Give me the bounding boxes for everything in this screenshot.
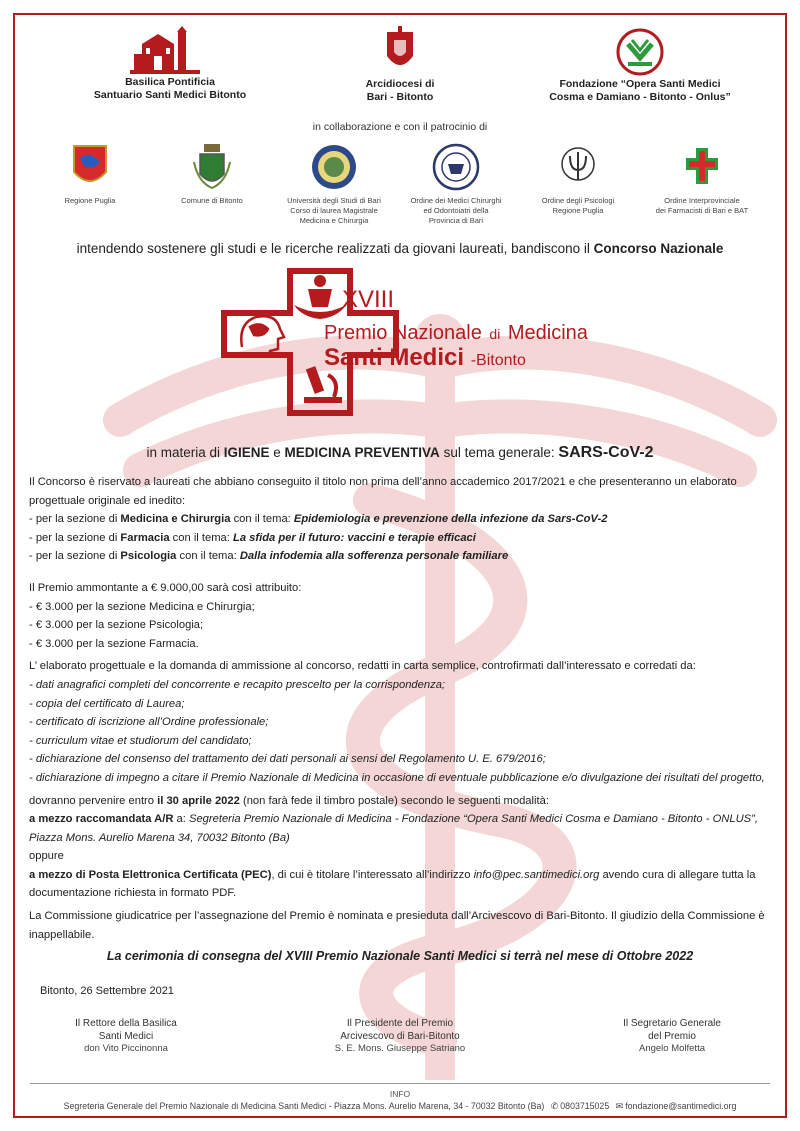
document-item: - certificato di iscrizione all’Ordine professionale;	[29, 716, 269, 729]
pec-method	[29, 866, 773, 903]
signature-name: Angelo Molfetta	[638, 1043, 705, 1054]
patron-regione-puglia	[30, 142, 150, 206]
subject-line	[0, 444, 800, 462]
email-icon: ✉	[615, 1101, 624, 1111]
organizer-name: Santuario Santi Medici Bitonto	[93, 89, 247, 101]
section-item	[29, 510, 773, 529]
footer-info	[0, 1101, 800, 1112]
psychologists-order-icon	[558, 142, 598, 192]
subject-post: sul tema generale:	[439, 445, 559, 460]
comune-bitonto-crest-icon	[190, 142, 234, 192]
section-item	[29, 547, 773, 566]
prize-amount: Il Premio ammontante a € 9.000,00 sarà così attribuito:	[29, 581, 302, 594]
people-icon	[294, 275, 346, 319]
prize-title-line2	[324, 344, 526, 371]
oppure: oppure	[29, 850, 64, 863]
section-pre: - per la sezione di	[29, 531, 121, 544]
organizer-name: Fondazione “Opera Santi Medici	[559, 78, 721, 90]
patron-name: Ordine degli Psicologi	[541, 196, 615, 205]
head-profile-icon	[241, 316, 284, 357]
organizers	[60, 26, 740, 116]
patron-name: Regione Puglia	[552, 206, 604, 215]
phone-icon: ✆	[550, 1101, 559, 1111]
pec-email: info@pec.santimedici.org	[473, 868, 600, 881]
section-theme: La sfida per il futuro: vaccini e terapie efficaci	[232, 531, 476, 544]
regione-puglia-crest-icon	[70, 142, 110, 192]
prize-title-part: Santi Medici	[324, 344, 465, 371]
archdiocese-crest-icon	[385, 26, 415, 78]
basilica-icon	[130, 26, 210, 76]
subject-mid: e	[269, 445, 285, 460]
organizer-basilica	[60, 26, 280, 102]
prize-logo	[220, 267, 600, 417]
mail-address: Segreteria Premio Nazionale di Medicina - Fondazione “Opera Santi Medici Cosma e Damiano - Bitonto - ONLUS”, Piazza Mons. Aurelio Marena 34, 70032 Bitonto (Ba)	[29, 813, 758, 844]
pec-pre: , di cui è titolare l’interessato all’indirizzo	[271, 868, 474, 881]
prize-title-part: Medicina	[507, 322, 588, 344]
mail-sep: a:	[173, 813, 189, 826]
commission-paragraph: La Commissione giudicatrice per l’assegnazione del Premio è nominata e presieduta dall’Arcivescovo di Bari-Bitonto. Il giudizio della Commissione è inappellabile.	[29, 910, 765, 941]
section-name: Medicina e Chirurgia	[120, 513, 231, 526]
patron-name: Ordine Interprovinciale	[664, 196, 740, 205]
ceremony-announcement: La cerimonia di consegna del XVIII Premio Nazionale Santi Medici si terrà nel mese di Ottobre 2022	[106, 949, 694, 963]
patron-name: Provincia di Bari	[428, 216, 484, 225]
footer-address: Segreteria Generale del Premio Nazionale di Medicina Santi Medici - Piazza Mons. Aurelio Marena, 34 - 70032 Bitonto (Ba)	[63, 1101, 545, 1111]
prize-title-part: -Bitonto	[470, 352, 526, 369]
patron-name: Medicina e Chirurgia	[299, 216, 369, 225]
prize-title-part: di	[489, 326, 501, 342]
deadline-date: il 30 aprile 2022	[157, 794, 240, 807]
signature-role: Il Segretario Generale	[623, 1018, 721, 1029]
spacer	[29, 566, 773, 575]
patron-name: Università degli Studi di Bari	[287, 196, 381, 205]
organizer-name: Cosma e Damiano - Bitonto - Onlus”	[549, 91, 731, 103]
prize-item: - € 3.000 per la sezione Psicologia;	[29, 619, 204, 632]
eligibility-paragraph: Il Concorso è riservato a laureati che abbiano conseguito il titolo non prima dell’anno accademico 2017/2021 e che presenteranno un elaborato progettuale originale ed inedito:	[29, 476, 737, 507]
section-pre: - per la sezione di	[29, 550, 121, 563]
organizer-name: Basilica Pontificia	[125, 76, 215, 88]
section-name: Psicologia	[120, 550, 177, 563]
subject-medicina: MEDICINA PREVENTIVA	[284, 445, 440, 460]
signature-role: Santi Medici	[98, 1030, 154, 1042]
mail-method	[29, 810, 773, 847]
intro-bold: Concorso Nazionale	[593, 241, 724, 256]
footer-phone[interactable]: 0803715025	[560, 1101, 610, 1111]
pharmacists-cross-icon	[682, 142, 722, 192]
subject-igiene: IGIENE	[223, 445, 270, 460]
patron-ordine-farmacisti	[642, 142, 762, 216]
pec-post: avendo cura di allegare tutta la documentazione richiesta in formato PDF.	[29, 868, 756, 900]
prize-edition: XVIII	[342, 286, 395, 313]
intro-text	[0, 241, 800, 256]
signature-role: Il Rettore della Basilica	[75, 1018, 177, 1029]
document-item: - dichiarazione del consenso del trattamento dei dati personali ai sensi del Regolamento U. E. 679/2016;	[29, 753, 546, 766]
section-theme: Epidemiologia e prevenzione della infezione da Sars-CoV-2	[293, 513, 608, 526]
organizer-name: Bari - Bitonto	[366, 91, 434, 103]
document-item: - curriculum vitae et studiorum del candidato;	[29, 734, 252, 747]
signature-role: del Premio	[648, 1030, 696, 1042]
document-item: - copia del certificato di Laurea;	[29, 697, 185, 710]
intro-main: intendendo sostenere gli studi e le ricerche realizzati da giovani laureati, bandiscono il	[76, 241, 594, 256]
section-pre: - per la sezione di	[29, 513, 121, 526]
foundation-logo-icon	[614, 26, 666, 78]
section-item	[29, 529, 773, 548]
subject-pre: in materia di	[146, 445, 224, 460]
dateline: Bitonto, 26 Settembre 2021	[40, 985, 174, 997]
prize-title-part: Premio Nazionale	[324, 322, 482, 344]
patron-comune-bitonto	[152, 142, 272, 206]
university-seal-icon	[309, 142, 359, 192]
footer-title: INFO	[389, 1089, 411, 1099]
deadline-line	[29, 792, 773, 811]
prize-title-line1	[324, 322, 589, 344]
section-mid: con il tema:	[230, 513, 294, 526]
footer-divider	[30, 1083, 770, 1084]
microscope-icon	[304, 366, 342, 403]
medical-order-seal-icon	[431, 142, 481, 192]
section-mid: con il tema:	[169, 531, 233, 544]
patrons	[30, 142, 770, 232]
documents-intro: L’ elaborato progettuale e la domanda di ammissione al concorso, redatti in carta semplice, controfirmati dall’interessato e corredati da:	[29, 660, 696, 673]
signature-name: don Vito Piccinonna	[84, 1043, 168, 1054]
signature-role: Arcivescovo di Bari-Bitonto	[340, 1030, 460, 1042]
organizer-arcidiocesi	[290, 26, 510, 104]
footer-email[interactable]: fondazione@santimedici.org	[625, 1101, 737, 1111]
document-item: - dati anagrafici completi del concorrente e recapito prescelto per la corrispondenza;	[29, 678, 446, 691]
signature-role: Il Presidente del Premio	[346, 1018, 454, 1029]
document-item: - dichiarazione di impegno a citare il Premio Nazionale di Medicina in occasione di eventuale pubblicazione e/o divulgazione dei risultati del progetto,	[29, 771, 765, 784]
deadline-pre: dovranno pervenire entro	[29, 794, 158, 807]
patron-ordine-psicologi	[518, 142, 638, 216]
signature-name: S. E. Mons. Giuseppe Satriano	[334, 1043, 466, 1054]
subject-theme: SARS-CoV-2	[558, 444, 654, 461]
organizer-fondazione	[530, 26, 750, 104]
patron-name: Regione Puglia	[64, 196, 116, 205]
section-mid: con il tema:	[176, 550, 240, 563]
announcement-body	[29, 473, 773, 944]
prize-item: - € 3.000 per la sezione Farmacia.	[29, 637, 199, 650]
section-theme: Dalla infodemia alla sofferenza personale familiare	[239, 550, 509, 563]
signature-rettore	[6, 1018, 246, 1056]
patron-ordine-medici	[396, 142, 516, 226]
signature-segretario	[552, 1018, 792, 1056]
patron-name: ed Odontoiatri della	[423, 206, 489, 215]
mail-label: a mezzo raccomandata A/R	[29, 813, 174, 826]
patron-name: Ordine dei Medici Chirurghi	[410, 196, 502, 205]
patron-name: dei Farmacisti di Bari e BAT	[655, 206, 749, 215]
deadline-post: (non farà fede il timbro postale) secondo le seguenti modalità:	[239, 794, 549, 807]
patron-uniba	[274, 142, 394, 226]
prize-item: - € 3.000 per la sezione Medicina e Chirurgia;	[29, 600, 255, 613]
organizer-name: Arcidiocesi di	[365, 78, 435, 90]
section-name: Farmacia	[120, 531, 170, 544]
patron-name: Corso di laurea Magistrale	[290, 206, 378, 215]
collaboration-text: in collaborazione e con il patrocinio di	[312, 121, 488, 133]
pec-label: a mezzo di Posta Elettronica Certificata (PEC)	[29, 868, 272, 881]
patron-name: Comune di Bitonto	[181, 196, 243, 205]
signature-presidente	[280, 1018, 520, 1056]
